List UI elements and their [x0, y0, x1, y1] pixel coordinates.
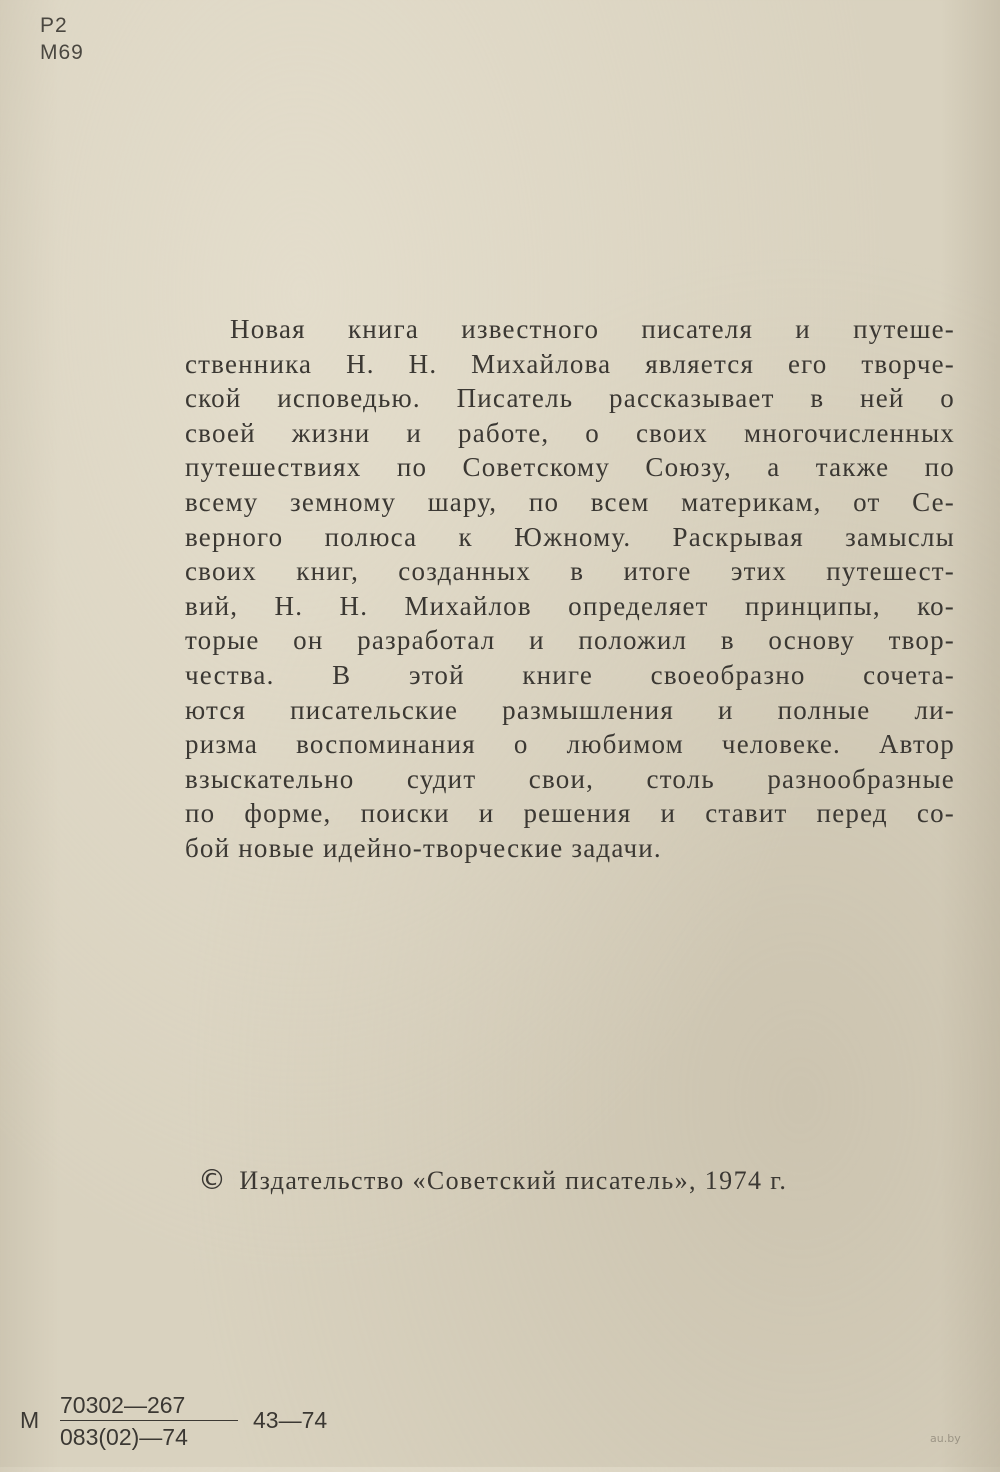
copyright-sign-icon: ©: [198, 1163, 228, 1196]
annotation-line: ются писательские размышления и полные ли-: [185, 694, 955, 725]
copyright-notice: [198, 1163, 787, 1196]
annotation-line: вий, Н. Н. Михайлов определяет принципы, ко-: [185, 590, 955, 621]
annotation-line: своих книг, созданных в итоге этих путешест-: [185, 556, 955, 587]
annotation-line: Новая книга известного писателя и путеше-: [230, 314, 955, 344]
udk-code: Р2: [40, 14, 68, 37]
index-code: 43—74: [253, 1407, 328, 1433]
udk-classification: [40, 12, 84, 66]
site-watermark: au.by: [930, 1432, 961, 1445]
annotation-line: ризма воспоминания о любимом человеке. Автор: [185, 729, 955, 760]
annotation-line: торые он разработал и положил в основу твор-: [185, 625, 955, 656]
annotation-line: бой новые идейно-творческие задачи.: [185, 832, 662, 863]
annotation-line: чества. В этой книге своеобразно сочета-: [185, 659, 955, 690]
author-sign: М69: [40, 41, 84, 64]
annotation-line: своей жизни и работе, о своих многочисленных: [185, 417, 955, 448]
index-letter: М: [20, 1407, 40, 1433]
book-annotation: [185, 312, 955, 866]
index-numerator: 70302—267: [60, 1392, 186, 1418]
copyright-text: Издательство «Советский писатель», 1974 г.: [239, 1166, 788, 1195]
annotation-line: путешествиях по Советскому Союзу, а также по: [185, 452, 955, 483]
annotation-line: взыскательно судит свои, столь разнообразные: [185, 763, 955, 794]
annotation-line: всему земному шару, по всем материкам, от Се-: [185, 486, 955, 517]
fraction-bar: [60, 1420, 238, 1421]
annotation-line: по форме, поиски и решения и ставит перед со-: [185, 798, 955, 829]
annotation-line: ственника Н. Н. Михайлова является его творче-: [185, 348, 955, 379]
show-through-title-shadow: [195, 105, 975, 175]
annotation-line: ской исповедью. Писатель рассказывает в ней о: [185, 383, 955, 414]
index-denominator: 083(02)—74: [60, 1424, 188, 1450]
index-fraction: [60, 1392, 240, 1450]
annotation-line: верного полюса к Южному. Раскрывая замыслы: [185, 521, 955, 552]
